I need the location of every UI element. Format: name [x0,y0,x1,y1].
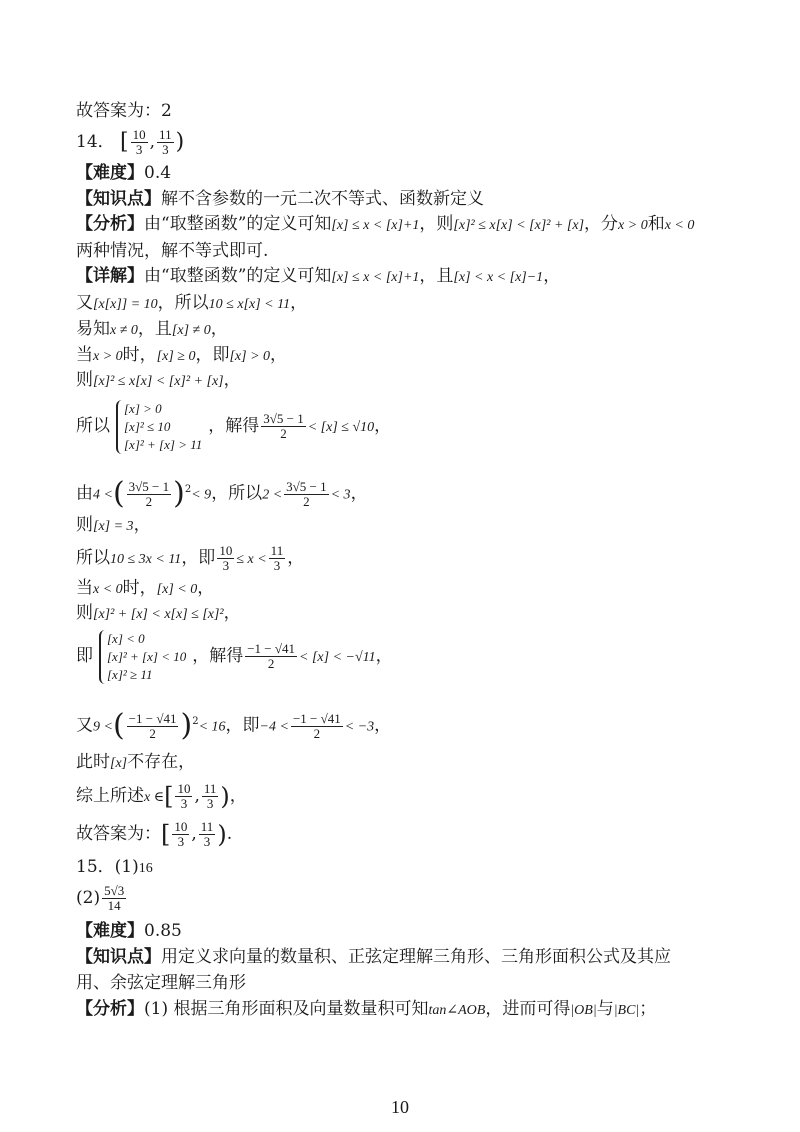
exponent: 2 [192,716,199,727]
text: ，且 [137,319,172,339]
text: ， [229,786,247,806]
text: 时， [122,578,157,598]
numerator: −1 − √41 [292,710,341,726]
system-row: [x]² ≤ 10 [124,418,171,434]
fraction [157,128,174,157]
text: ， [374,715,392,736]
denominator: 2 [280,426,287,441]
bracket-left: [ [161,820,171,849]
math: ≤ x < [236,552,267,567]
text: ， [133,515,151,535]
text: (1) 根据三角形面积及向量数量积可知 [144,999,429,1019]
paren-right: ) [180,708,193,744]
answer-text: 故答案为：2 [76,101,172,121]
text: (2) [76,888,101,908]
answer-value: 16 [138,861,153,876]
text: 又 [76,293,93,313]
text: ， [543,266,561,286]
numerator: 10 [219,543,233,558]
denominator: 3 [135,142,143,157]
denominator: 3 [177,834,185,849]
text: 综上所述 [76,786,144,806]
bracket-left: [ [120,129,129,155]
step-line [76,344,287,368]
difficulty-tag: 【难度】 [76,921,144,941]
text: 则 [76,370,93,390]
text: ， [374,416,392,436]
text: ，则 [419,214,454,234]
math: [x] ≠ 0 [171,323,211,338]
text: . [226,824,233,844]
denominator: 3 [222,558,230,573]
detail-tag: 【详解】 [76,266,144,286]
text: ， [210,319,228,339]
math: x > 0 [93,349,123,364]
fraction [127,480,171,509]
fraction [131,128,148,157]
text: ，分 [584,214,619,234]
fraction [261,412,305,441]
denominator: 3 [273,558,281,573]
fraction [202,782,219,811]
numerator: 10 [132,127,146,142]
paren-left: ( [112,476,125,512]
numerator: 11 [200,819,214,834]
text: 时， [122,345,157,365]
denominator: 2 [145,493,153,509]
step-line [76,470,368,516]
math: [x] < 0 [156,582,198,597]
text: ， [375,646,393,666]
text: ， [350,483,368,504]
denominator: 3 [206,796,214,811]
fraction [199,820,216,849]
fraction [102,884,126,913]
math: x < 0 [664,218,695,233]
math: 4 < [93,487,113,503]
text: 用、余弦定理解三角形 [76,973,246,993]
text: 所以 [76,548,110,568]
fraction [284,480,328,509]
math: tan∠AOB [428,1003,486,1018]
text: 当 [76,345,93,365]
text: 两种情况，解不等式即可. [76,241,269,261]
question-15-part1 [76,856,153,880]
math: |OB| [570,1003,597,1018]
math: 2 < [262,487,283,503]
inequality-system [116,400,202,454]
math: x < 0 [93,582,123,597]
math: [x]² ≤ x[x] < [x]² + [x] [453,218,585,233]
fraction [269,544,286,573]
math: [x] > 0 [229,349,271,364]
math: x ≠ 0 [110,323,138,338]
numerator: −1 − √41 [128,710,177,726]
text: ，即 [225,715,260,736]
difficulty-line [76,920,182,942]
math: |BC| [613,1003,640,1018]
analysis-line [76,213,694,237]
text: ， [270,345,288,365]
math: [x] = 3 [93,519,134,534]
paren-right: ) [217,820,227,849]
system-line [76,626,393,690]
numerator: −1 − √41 [247,641,296,656]
knowledge-text: 用定义求向量的数量积、正弦定理解三角形、三角形面积公式及其应 [161,947,671,967]
knowledge-line [76,188,484,210]
knowledge-tag: 【知识点】 [76,947,161,967]
question-number: 14． [76,132,115,152]
math: [x] [110,756,128,771]
step-line [76,751,195,775]
detail-line [76,265,560,289]
text: 则 [76,603,93,623]
question-14-answer: 14． [ $\frac{10}{3}$ , $\frac{11}{3}$ ) [76,127,185,157]
text: 由“取整函数”的定义可知 [144,214,332,234]
analysis-line [76,998,656,1022]
fraction [217,544,234,573]
text: 15．(1) [76,857,139,877]
difficulty-line [76,162,171,184]
numerator: 5√3 [104,883,125,898]
denominator: 14 [107,898,121,913]
paren-right: ) [175,129,185,155]
denominator: 2 [149,725,156,741]
text: 当 [76,578,93,598]
knowledge-tag: 【知识点】 [76,189,161,209]
paren-right: ) [220,782,230,811]
knowledge-line [76,946,671,968]
math: 10 ≤ x[x] < 11 [208,297,291,312]
text: ，解得 [208,416,260,436]
math: [x]² + [x] < x[x] ≤ [x]² [93,607,224,622]
system-row: [x]² + [x] > 11 [124,436,203,452]
inequality-system [99,630,186,684]
text: ，即 [195,345,230,365]
fraction [172,820,189,849]
step-line [76,602,241,626]
denominator: 2 [267,656,275,671]
knowledge-continuation [76,972,246,994]
fraction [175,782,192,811]
paren-left: ( [112,708,125,744]
math: [x] ≤ x < [x]+1 [331,218,420,233]
numerator: 11 [203,781,217,796]
text: 易知 [76,319,110,339]
text: 由 [76,483,93,504]
numerator: 3√5 − 1 [128,478,170,494]
math: 10 ≤ 3x < 11 [110,552,182,567]
text: ， [223,603,241,623]
bracket-left: [ [164,782,174,811]
final-answer-line: 故答案为：[ $\frac{10}{3}$ , $\frac{11}{3}$ ). [76,819,233,849]
text: ，即 [181,548,216,568]
text: ， [197,578,215,598]
fraction [245,642,297,671]
math: < 16 [198,719,226,735]
math: [x[x]] = 10 [93,297,158,312]
math: x ∈ [144,790,165,805]
difficulty-value: 0.4 [144,163,172,183]
numerator: 3√5 − 1 [286,478,327,494]
numerator: 10 [177,781,191,796]
system-row: [x]² ≥ 11 [107,666,153,682]
system-row: [x] > 0 [124,400,162,416]
step-line [76,540,304,578]
fraction [127,712,179,741]
math: [x] < x < [x]−1 [453,270,544,285]
conclusion-line: 综上所述x ∈[ $\frac{10}{3}$ , $\frac{11}{3}$ )， [76,781,247,811]
text: 由“取整函数”的定义可知 [144,266,332,286]
math: x > 0 [618,218,648,233]
answer-line [76,100,172,122]
text: 与 [596,999,614,1019]
math: [x] ≤ x < [x]+1 [331,270,420,285]
text: 此时 [76,752,110,772]
paren-right: ) [173,476,185,512]
text: ； [639,999,657,1019]
knowledge-text: 解不含参数的一元二次不等式、函数新定义 [161,189,484,209]
math: 9 < [93,719,113,735]
step-line [76,369,241,393]
math: < −3 [344,719,375,735]
math: −4 < [259,719,289,735]
text: ， [223,370,241,390]
text: ，且 [419,266,454,286]
question-15-part2 [76,880,128,916]
denominator: 3 [162,142,169,157]
exponent: 2 [184,484,192,495]
text: 所以 [76,416,110,436]
text: ，所以 [157,293,209,313]
numerator: 11 [270,543,284,558]
page-number: 10 [391,1097,409,1117]
math: < [x] ≤ √10 [307,420,375,435]
difficulty-value: 0.85 [144,921,182,941]
step-line [76,577,214,601]
denominator: 3 [180,796,188,811]
text: 不存在， [127,752,196,772]
analysis-continuation [76,240,268,262]
math: [x] ≥ 0 [156,349,196,364]
text: 和 [647,214,665,234]
difficulty-tag: 【难度】 [76,163,144,183]
denominator: 2 [313,725,321,741]
text: ， [290,293,308,313]
fraction [291,712,343,741]
text: 即 [76,646,93,666]
text: ，所以 [211,483,263,504]
system-line [76,396,391,458]
step-line [76,292,307,316]
math: < [x] < −√11 [299,650,376,665]
numerator: 10 [174,819,188,834]
analysis-tag: 【分析】 [76,214,144,234]
text: ，解得 [192,646,244,666]
math: < 9 [191,487,212,503]
math: [x]² ≤ x[x] < [x]² + [x] [93,374,224,389]
denominator: 2 [303,493,310,509]
system-row: [x] < 0 [107,630,145,646]
numerator: 3√5 − 1 [263,411,304,426]
text: 故答案为： [76,824,161,844]
step-line [76,318,228,342]
text: 则 [76,515,93,535]
step-line [76,702,391,748]
text: ， [287,548,305,568]
numerator: 11 [159,127,172,142]
analysis-tag: 【分析】 [76,999,144,1019]
math: < 3 [330,487,351,503]
system-row: [x]² + [x] < 10 [107,648,187,664]
denominator: 3 [203,834,211,849]
text: ，进而可得 [485,999,571,1019]
step-line [76,514,151,538]
text: 又 [76,715,93,736]
